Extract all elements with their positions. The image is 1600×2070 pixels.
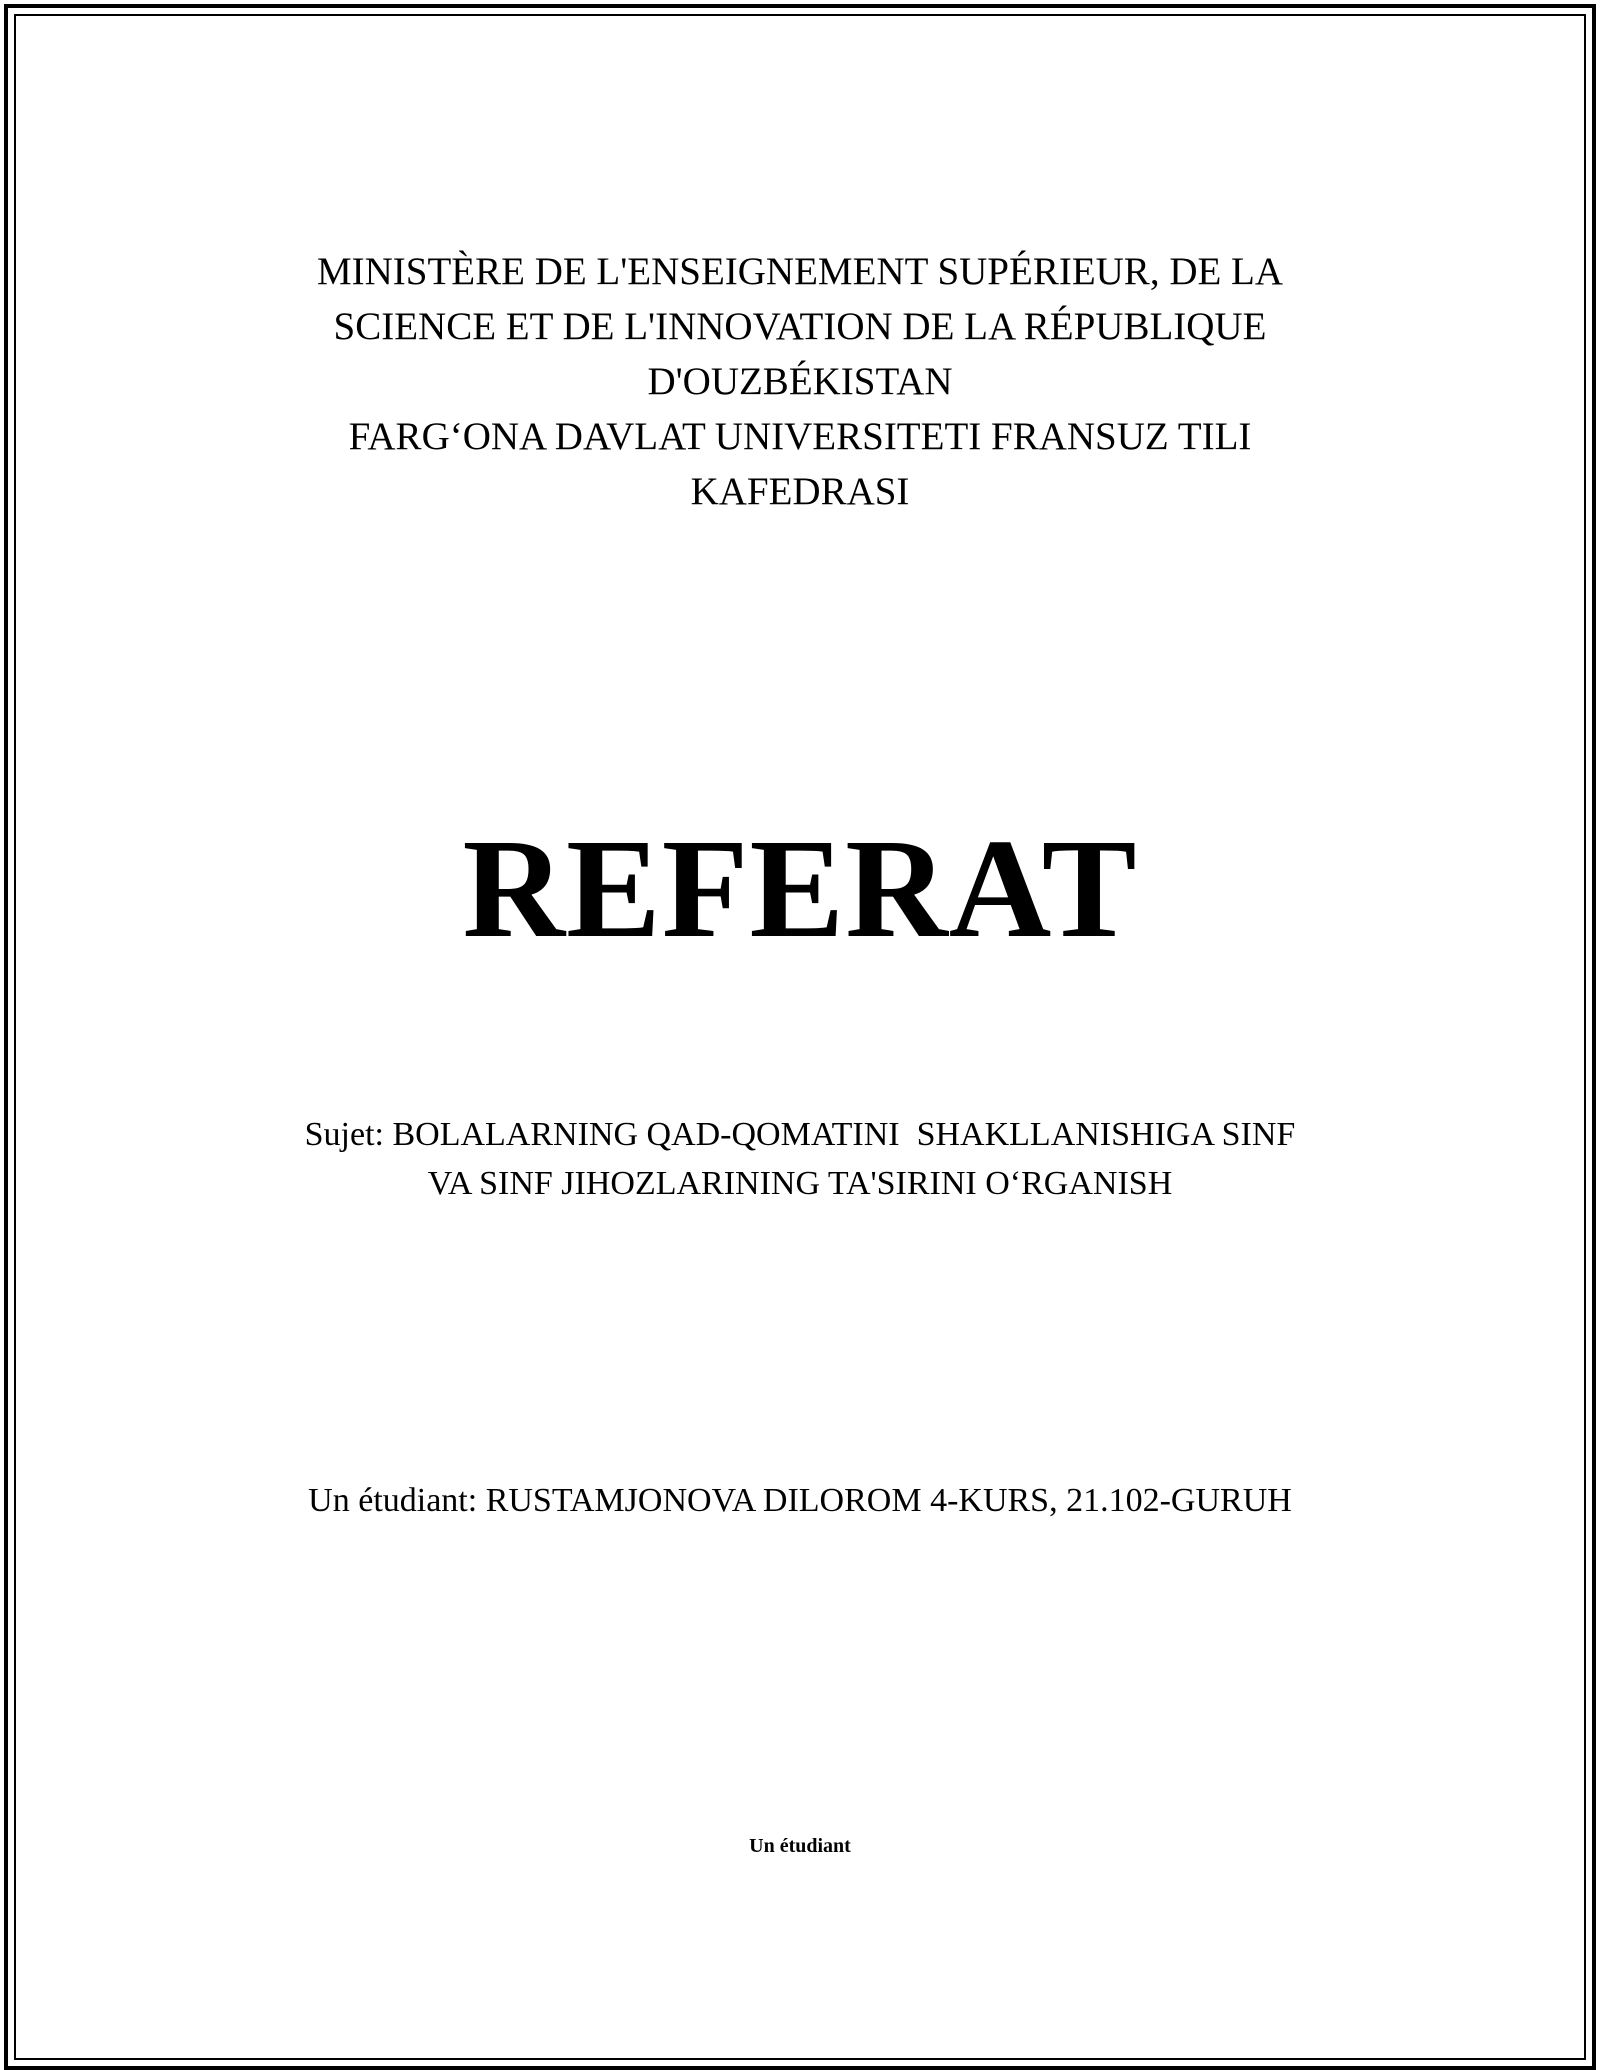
header-line: KAFEDRASI: [690, 470, 910, 513]
footer-note: Un étudiant: [749, 1835, 851, 1857]
subject-line: VA SINF JIHOZLARINING TA'SIRINI O‘RGANISH: [427, 1165, 1173, 1202]
document-title: REFERAT: [462, 809, 1138, 967]
header-line: FARG‘ONA DAVLAT UNIVERSITETI FRANSUZ TILI: [348, 415, 1252, 458]
subject-block: [0, 1110, 1600, 1208]
student-info: Un étudiant: RUSTAMJONOVA DILOROM 4-KURS, 21.102-GURUH: [308, 1482, 1292, 1519]
header-line: D'OUZBÉKISTAN: [647, 360, 953, 403]
header-line: SCIENCE ET DE L'INNOVATION DE LA RÉPUBLIQUE: [333, 305, 1267, 348]
institution-header: [0, 244, 1600, 519]
subject-line: Sujet: BOLALARNING QAD-QOMATINI SHAKLLANISHIGA SINF: [304, 1116, 1296, 1153]
header-line: MINISTÈRE DE L'ENSEIGNEMENT SUPÉRIEUR, DE LA: [316, 250, 1284, 293]
